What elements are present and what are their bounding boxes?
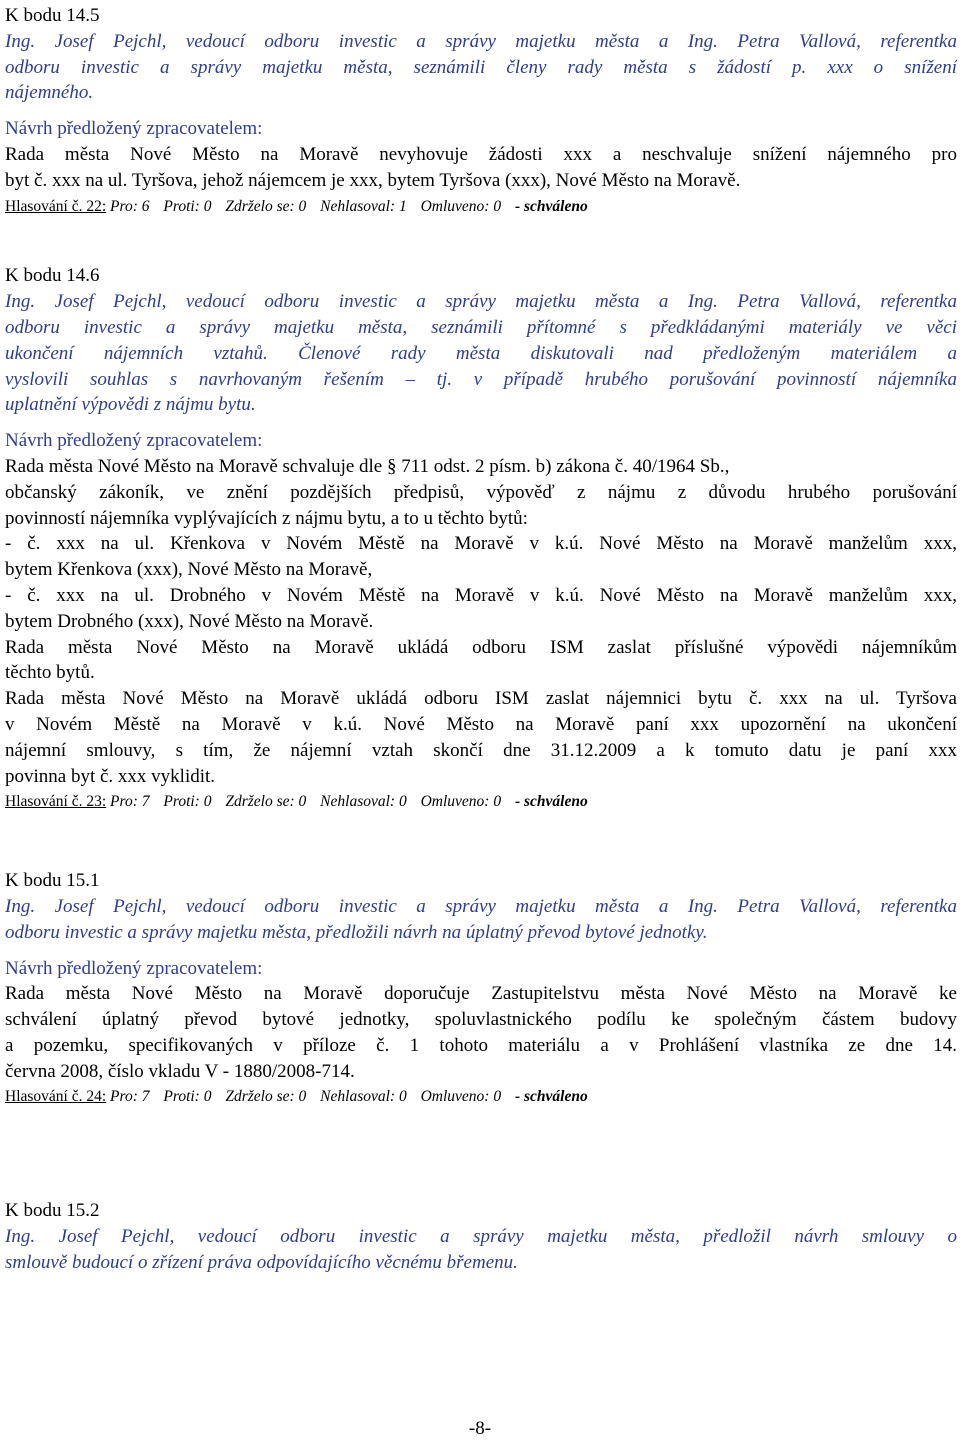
section-heading: K bodu 14.6 (5, 265, 100, 287)
vote-label: Hlasování č. 24: (5, 1088, 107, 1106)
proposal-label: Návrh předložený zpracovatelem: (5, 430, 263, 452)
proposal-line: nájemní smlouvy, s tím, že nájemní vztah skončí dne 31.12.2009 a k tomuto datu je paní xxx (5, 739, 957, 761)
proposal-line: povinností nájemníka vyplývajících z nájmu bytu, a to u těchto bytů: (5, 507, 528, 529)
report-line: uplatnění výpovědi z nájmu bytu. (5, 394, 256, 416)
section-15-1 (5, 868, 957, 1110)
document-page (5, 3, 957, 1276)
report-line: Ing. Josef Pejchl, vedoucí odboru investic a správy majetku města a Ing. Petra Vallová, referentka (5, 30, 957, 52)
report-line: Ing. Josef Pejchl, vedoucí odboru investic a správy majetku města a Ing. Petra Vallová, referentka (5, 895, 957, 917)
vote-omluveno: Omluveno: 0 (420, 1088, 502, 1106)
report-line: ukončení nájemních vztahů. Členové rady města diskutovali nad předloženým materiálem a (5, 342, 957, 364)
vote-pro: Pro: 6 (110, 197, 150, 215)
report-line: vyslovili souhlas s navrhovaným řešením – tj. v případě hrubého porušování povinností nájemníka (5, 368, 957, 390)
proposal-line: Rada města Nové Město na Moravě nevyhovuje žádosti xxx a neschvaluje snížení nájemného pro (5, 143, 957, 165)
vote-zdrzelo: Zdrželo se: 0 (225, 793, 307, 811)
vote-zdrzelo: Zdrželo se: 0 (225, 1088, 307, 1106)
vote-proti: Proti: 0 (163, 197, 212, 215)
vote-record (5, 789, 957, 815)
proposal-line: a pozemku, specifikovaných v příloze č. 1 tohoto materiálu a v Prohlášení vlastníka ze dne 14. (5, 1034, 957, 1056)
proposal-line: Rada města Nové Město na Moravě doporučuje Zastupitelstvu města Nové Město na Moravě ke (5, 983, 957, 1005)
vote-result: - schváleno (514, 197, 588, 215)
report-line: odboru investic a správy majetku města, seznámili členy rady města s žádostí p. xxx o snížení (5, 56, 957, 78)
section-heading: K bodu 15.2 (5, 1200, 100, 1222)
proposal-line: Rada města Nové Město na Moravě schvaluje dle § 711 odst. 2 písm. b) zákona č. 40/1964 Sb., (5, 455, 730, 477)
vote-nehlasoval: Nehlasoval: 0 (320, 793, 407, 811)
vote-record (5, 194, 957, 220)
vote-result: - schváleno (514, 793, 588, 811)
vote-nehlasoval: Nehlasoval: 0 (320, 1088, 407, 1106)
proposal-line: Rada města Nové Město na Moravě ukládá odboru ISM zaslat nájemnici bytu č. xxx na ul. Tyršova (5, 688, 957, 710)
proposal-line: schválení úplatný převod bytové jednotky, spoluvlastnického podílu ke společným částem budovy (5, 1009, 957, 1031)
proposal-line: - č. xxx na ul. Drobného v Novém Městě na Moravě v k.ú. Nové Město na Moravě manželům xxx, (5, 584, 957, 606)
proposal-line: povinna byt č. xxx vyklidit. (5, 765, 216, 787)
section-heading: K bodu 15.1 (5, 870, 100, 892)
report-line: odboru investic a správy majetku města, předložili návrh na úplatný převod bytové jednotky. (5, 921, 708, 943)
report-line: smlouvě budoucí o zřízení práva odpovídajícího věcnému břemenu. (5, 1251, 518, 1273)
proposal-line: v Novém Městě na Moravě v k.ú. Nové Město na Moravě paní xxx upozornění na ukončení (5, 713, 957, 735)
vote-label: Hlasování č. 22: (5, 197, 107, 215)
proposal-line: června 2008, číslo vkladu V - 1880/2008-714. (5, 1060, 355, 1082)
report-line: Ing. Josef Pejchl, vedoucí odboru investic a správy majetku města, předložil návrh smlouvy o (5, 1226, 957, 1248)
section-14-6 (5, 263, 957, 815)
vote-label: Hlasování č. 23: (5, 793, 107, 811)
vote-omluveno: Omluveno: 0 (420, 197, 502, 215)
report-line: nájemného. (5, 82, 94, 104)
proposal-label: Návrh předložený zpracovatelem: (5, 118, 263, 140)
section-heading: K bodu 14.5 (5, 5, 100, 26)
section-14-5 (5, 3, 957, 219)
proposal-line: byt č. xxx na ul. Tyršova, jehož nájemcem je xxx, bytem Tyršova (xxx), Nové Město na Moravě. (5, 169, 741, 191)
vote-nehlasoval: Nehlasoval: 1 (320, 197, 407, 215)
page-number: -8- (468, 1418, 492, 1439)
vote-zdrzelo: Zdrželo se: 0 (225, 197, 307, 215)
vote-omluveno: Omluveno: 0 (420, 793, 502, 811)
proposal-line: - č. xxx na ul. Křenkova v Novém Městě na Moravě v k.ú. Nové Město na Moravě manželům xxx, (5, 533, 957, 555)
proposal-label: Návrh předložený zpracovatelem: (5, 957, 263, 979)
report-line: odboru investic a správy majetku města, seznámili přítomné s předkládanými materiály ve věci (5, 316, 957, 338)
proposal-line: bytem Drobného (xxx), Nové Město na Moravě. (5, 610, 374, 632)
vote-pro: Pro: 7 (110, 793, 150, 811)
vote-result: - schváleno (514, 1088, 588, 1106)
vote-proti: Proti: 0 (163, 1088, 212, 1106)
vote-record (5, 1084, 957, 1110)
proposal-line: bytem Křenkova (xxx), Nové Město na Moravě, (5, 559, 373, 581)
section-15-2 (5, 1198, 957, 1275)
vote-pro: Pro: 7 (110, 1088, 150, 1106)
vote-proti: Proti: 0 (163, 793, 212, 811)
proposal-line: těchto bytů. (5, 662, 95, 684)
report-line: Ing. Josef Pejchl, vedoucí odboru investic a správy majetku města a Ing. Petra Vallová, referentka (5, 291, 957, 313)
proposal-line: Rada města Nové Město na Moravě ukládá odboru ISM zaslat příslušné výpovědi nájemníkům (5, 636, 957, 658)
proposal-line: občanský zákoník, ve znění pozdějších předpisů, výpověď z nájmu z důvodu hrubého porušování (5, 481, 957, 503)
